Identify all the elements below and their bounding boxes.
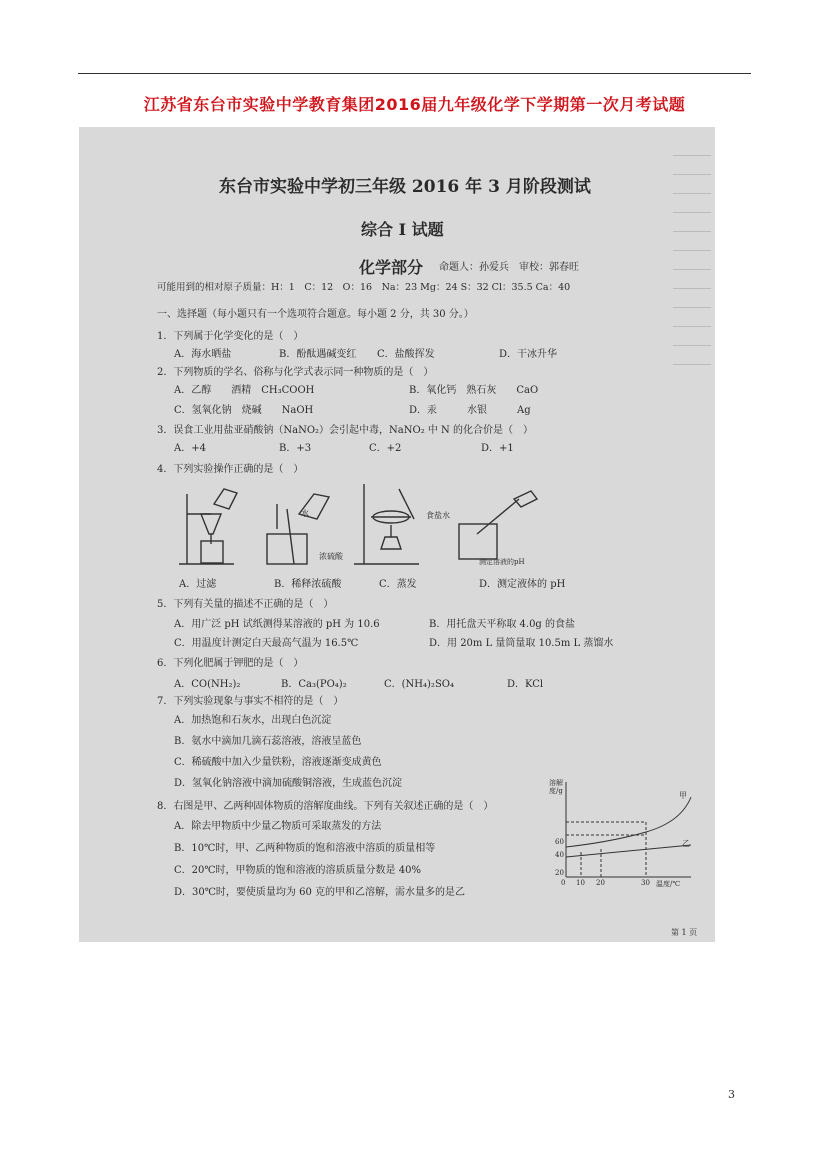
- question-7-option-d: D．氢氧化钠溶液中滴加硫酸铜溶液，生成蓝色沉淀: [174, 778, 403, 789]
- graph-ytick-40: 40: [555, 851, 564, 859]
- question-7-option-b: B．氨水中滴加几滴石蕊溶液，溶液呈蓝色: [174, 736, 362, 747]
- question-1-option-d: D．干冰升华: [499, 349, 558, 360]
- question-4-option-d: D．测定液体的 pH: [479, 579, 566, 590]
- question-1-option-c: C．盐酸挥发: [377, 349, 435, 360]
- label-water: 水: [301, 509, 309, 518]
- question-1-stem: 1．下列属于化学变化的是（ ）: [157, 331, 304, 342]
- question-6-option-d: D．KCl: [507, 679, 544, 690]
- question-6-stem: 6．下列化肥属于钾肥的是（ ）: [157, 658, 304, 669]
- atomic-masses: 可能用到的相对原子质量：H：1 C：12 O：16 Na：23 Mg：24 S：32 Cl：35.5 Ca：40: [157, 282, 571, 293]
- question-6-option-b: B．Ca₃(PO₄)₂: [281, 679, 347, 690]
- label-ph-test: 测定溶液的pH: [479, 558, 525, 566]
- page-number: 3: [728, 1088, 735, 1101]
- graph-x-label: 温度/℃: [656, 880, 681, 888]
- evaporation-apparatus: [354, 484, 419, 564]
- label-conc-sulfuric-acid: 浓硫酸: [319, 552, 343, 561]
- question-2-option-b: B．氧化钙 熟石灰 CaO: [409, 385, 539, 396]
- graph-ytick-20: 20: [555, 869, 564, 877]
- question-2-stem: 2．下列物质的学名、俗称与化学式表示同一种物质的是（ ）: [157, 367, 434, 378]
- question-6-option-a: A．CO(NH₂)₂: [174, 679, 241, 690]
- question-8-option-b: B．10℃时，甲、乙两种物质的饱和溶液中溶质的质量相等: [174, 843, 436, 854]
- graph-xtick-20: 20: [596, 879, 605, 887]
- series-label-yi: 乙: [682, 839, 690, 848]
- curve-yi: [566, 845, 691, 857]
- question-1-option-a: A．海水晒盐: [174, 349, 232, 360]
- graph-xtick-0: 0: [561, 879, 566, 887]
- ph-test-apparatus: [459, 491, 537, 559]
- question-2-option-c: C．氢氧化钠 烧碱 NaOH: [174, 405, 314, 416]
- question-8-option-d: D．30℃时，要使质量均为 60 克的甲和乙溶解，需水量多的是乙: [174, 887, 466, 898]
- question-5-option-a: A．用广泛 pH 试纸测得某溶液的 pH 为 10.6: [174, 619, 380, 630]
- series-label-jia: 甲: [679, 791, 687, 800]
- question-1-option-b: B．酚酞遇碱变红: [279, 349, 357, 360]
- filtration-apparatus: [179, 489, 237, 564]
- graph-ytick-60: 60: [555, 838, 564, 846]
- scan-page-mark: 第 1 页: [671, 928, 698, 937]
- question-3-stem: 3．误食工业用盐亚硝酸钠（NaNO₂）会引起中毒，NaNO₂ 中 N 的化合价是（ ）: [157, 425, 533, 436]
- question-3-option-d: D．+1: [481, 443, 514, 454]
- question-2-option-d: D．汞 水银 Ag: [409, 405, 531, 416]
- question-3-option-c: C．+2: [369, 443, 402, 454]
- question-8-option-c: C．20℃时，甲物质的饱和溶液的溶质质量分数是 40%: [174, 865, 421, 876]
- question-3-option-a: A．+4: [174, 443, 206, 454]
- graph-xtick-10: 10: [576, 879, 585, 887]
- question-7-option-a: A．加热饱和石灰水，出现白色沉淀: [174, 715, 332, 726]
- bleed-through-text: [669, 137, 715, 517]
- graph-xtick-30: 30: [641, 879, 650, 887]
- exam-title: 东台市实验中学初三年级 2016 年 3 月阶段测试: [219, 177, 591, 197]
- scanned-exam-photo: [79, 127, 715, 942]
- question-7-option-c: C．稀硫酸中加入少量铁粉，溶液逐渐变成黄色: [174, 757, 382, 768]
- exam-subtitle: 综合 I 试题: [361, 220, 444, 239]
- question-4-option-c: C．蒸发: [379, 579, 417, 590]
- question-4-option-b: B．稀释浓硫酸: [274, 579, 342, 590]
- question-3-option-b: B．+3: [279, 443, 312, 454]
- question-5-option-c: C．用温度计测定白天最高气温为 16.5℃: [174, 638, 359, 649]
- question-2-option-a: A．乙醇 酒精 CH₃COOH: [174, 385, 315, 396]
- question-5-stem: 5．下列有关量的描述不正确的是（ ）: [157, 599, 334, 610]
- question-8-stem: 8．右图是甲、乙两种固体物质的溶解度曲线。下列有关叙述正确的是（ ）: [157, 801, 494, 812]
- question-5-option-b: B．用托盘天平称取 4.0g 的食盐: [429, 619, 576, 630]
- document-title: 江苏省东台市实验中学教育集团2016届九年级化学下学期第一次月考试题: [143, 95, 686, 114]
- question-4-stem: 4．下列实验操作正确的是（ ）: [157, 464, 304, 475]
- exam-section-title: 化学部分: [359, 258, 424, 277]
- header-rule: [78, 73, 751, 74]
- section-one-heading: 一、选择题（每小题只有一个选项符合题意。每小题 2 分，共 30 分。）: [157, 309, 474, 320]
- question-8-option-a: A．除去甲物质中少量乙物质可采取蒸发的方法: [174, 821, 382, 832]
- question-6-option-c: C．(NH₄)₂SO₄: [384, 679, 454, 690]
- question-4-option-a: A．过滤: [179, 579, 217, 590]
- question-7-stem: 7．下列实验现象与事实不相符的是（ ）: [157, 696, 344, 707]
- exam-authors: 命题人：孙爱兵 审校：郭春旺: [439, 262, 579, 273]
- label-salt-water: 食盐水: [426, 511, 450, 520]
- graph-y-label: 溶解度/g: [549, 779, 563, 795]
- question-5-option-d: D．用 20m L 量筒量取 10.5m L 蒸馏水: [429, 638, 614, 649]
